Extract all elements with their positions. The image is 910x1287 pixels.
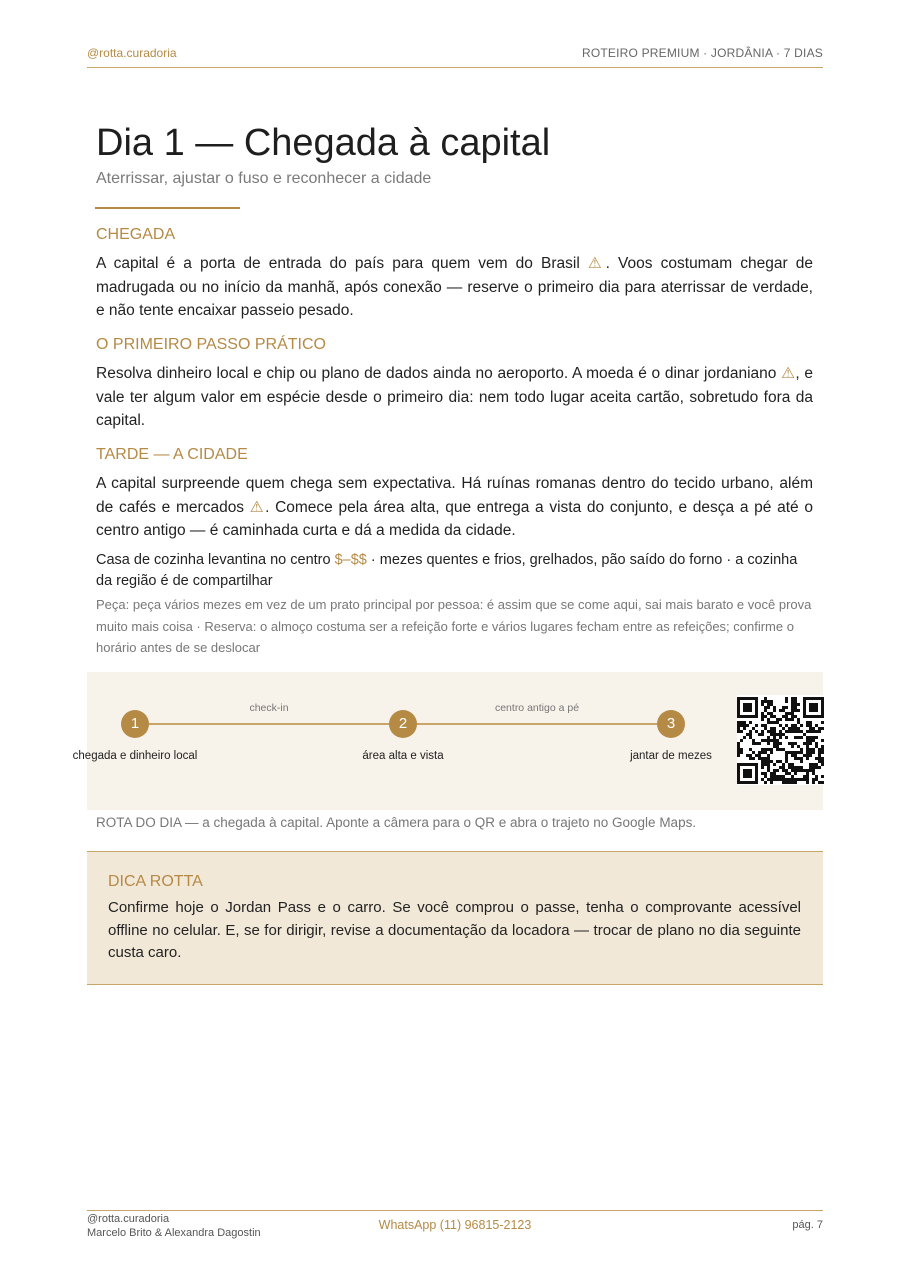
restaurant-name: Casa de cozinha levantina no centro (96, 552, 335, 568)
route-leg-label: centro antigo a pé (494, 702, 580, 714)
route-caption: ROTA DO DIA — a chegada à capital. Aponte a câmera para o QR e abra o trajeto no Google Maps. (96, 815, 697, 830)
restaurant-recommendation (96, 550, 813, 592)
section-primeiro-passo (96, 336, 813, 433)
footer-divider (87, 1210, 823, 1211)
footer-authors: Marcelo Brito & Alexandra Dagostin (87, 1227, 261, 1239)
warning-icon: ⚠ (249, 498, 266, 516)
section-text: Resolva dinheiro local e chip ou plano de dados ainda no aeroporto. A moeda é o dinar jordaniano ⚠, e vale ter algum valor em espécie desde o primeiro dia: nem todo lugar aceita cartão, sobretudo fora da capital. (96, 365, 813, 429)
route-segment (135, 723, 403, 725)
route-stop-marker: 3 (657, 710, 685, 738)
section-text: A capital surpreende quem chega sem expectativa. Há ruínas romanas dentro do tecido urbano, além de cafés e mercados ⚠. Comece pela área alta, que entrega a vista do conjunto, e desça a pé até o centro antigo — é caminhada curta e dá a medida da cidade. (96, 475, 813, 539)
footer-handle: @rotta.curadoria (87, 1213, 170, 1225)
price-range: $–$$ (334, 552, 367, 568)
header-handle: @rotta.curadoria (87, 46, 177, 60)
warning-icon: ⚠ (587, 255, 606, 272)
restaurant-note: Peça: peça vários mezes em vez de um prato principal por pessoa: é assim que se come aqui, sai mais barato e você prova muito mais coisa · Reserva: o almoço costuma ser a refeição forte e vários lugares fecham entre as refeições; confirme o horário antes de se deslocar (96, 597, 812, 655)
page-title: Dia 1 — Chegada à capital (96, 122, 551, 164)
section-heading: CHEGADA (96, 226, 176, 243)
qr-code-icon[interactable] (737, 695, 823, 785)
section-heading: O PRIMEIRO PASSO PRÁTICO (96, 336, 326, 353)
header-divider (87, 67, 823, 68)
route-stop-label: chegada e dinheiro local (72, 750, 198, 762)
warning-icon: ⚠ (781, 365, 796, 382)
section-chegada (96, 226, 813, 323)
route-leg-label: check-in (249, 702, 289, 714)
section-text: A capital é a porta de entrada do país para quem vem do Brasil ⚠. Voos costumam chegar de madrugada ou no início da manhã, após conexão — reserve o primeiro dia para aterrissar de verdade, e não tente encaixar passeio pesado. (96, 255, 813, 319)
section-heading: TARDE — A CIDADE (96, 446, 248, 463)
route-stop-marker: 1 (121, 710, 149, 738)
tip-heading: DICA ROTTA (108, 873, 203, 890)
section-tarde (96, 446, 813, 543)
route-stop-marker: 2 (389, 710, 417, 738)
tip-box (87, 851, 823, 985)
route-stop-label: área alta e vista (362, 750, 444, 762)
restaurant-description: · mezes quentes e frios, grelhados, pão saído do forno · a cozinha da região é de compartilhar (96, 552, 798, 589)
footer-whatsapp: WhatsApp (11) 96815-2123 (378, 1218, 532, 1232)
title-underline (95, 207, 240, 209)
page-number: pág. 7 (792, 1219, 823, 1231)
route-stop-label: jantar de mezes (630, 750, 712, 762)
route-of-the-day (72, 672, 823, 810)
route-segment (403, 723, 671, 725)
page-subtitle: Aterrissar, ajustar o fuso e reconhecer a cidade (96, 170, 432, 187)
tip-text: Confirme hoje o Jordan Pass e o carro. Se você comprou o passe, tenha o comprovante acessível offline no celular. E, se for dirigir, revise a documentação da locadora — trocar de plano no dia seguinte custa caro. (108, 899, 801, 961)
header-doc-label: ROTEIRO PREMIUM · JORDÂNIA · 7 DIAS (581, 46, 823, 60)
